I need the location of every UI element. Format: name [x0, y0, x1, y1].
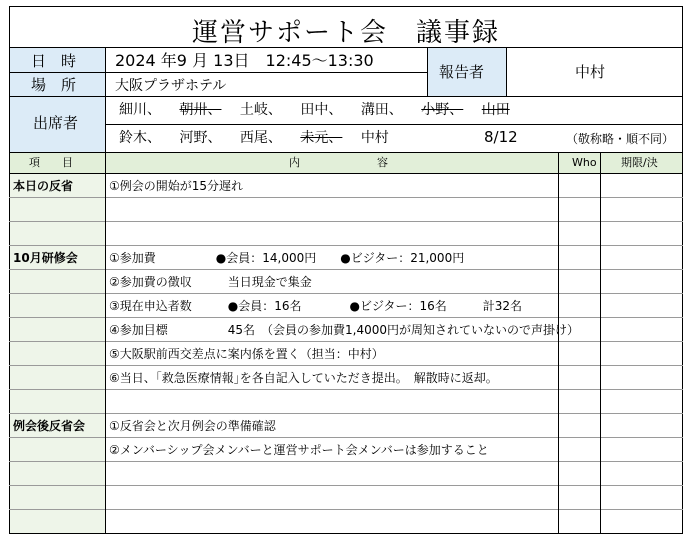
row-divider	[9, 293, 683, 294]
row-divider	[9, 341, 683, 342]
row-content: ②参加費の徴収 当日現金で集金	[109, 275, 312, 289]
attendee-name: 細川、	[119, 102, 161, 118]
item-cell-bg	[10, 486, 105, 509]
honorific-note: （敬称略・順不同）	[566, 132, 675, 146]
date-value: 2024 年9 月 13日 12:45～13:30	[115, 51, 374, 70]
attendance-count: 8/12	[484, 128, 518, 146]
row-divider	[9, 269, 683, 270]
divider	[427, 48, 428, 96]
item-cell-bg	[10, 390, 105, 413]
divider	[558, 153, 559, 534]
item-cell-bg	[10, 270, 105, 293]
row-divider	[9, 389, 683, 390]
attendee-name-absent: 山田	[481, 102, 510, 118]
date-label: 日 時	[31, 52, 77, 70]
document-title: 運営サポート会 議事録	[191, 18, 500, 48]
reporter-value: 中村	[575, 63, 606, 81]
item-cell-bg	[10, 198, 105, 221]
attendee-name: 鈴木、	[119, 130, 161, 146]
attendee-name: 溝田、	[360, 102, 403, 118]
row-item: 10月研修会	[13, 251, 78, 265]
attendee-name-absent: 朝卅、	[179, 102, 222, 118]
row-divider	[9, 509, 683, 510]
row-content: ④参加目標 45名 （会員の参加費1,4000円が周知されていないので声掛け）	[109, 323, 580, 337]
attendee-name: 西尾、	[239, 130, 282, 146]
divider	[9, 72, 427, 73]
item-cell-bg	[10, 294, 105, 317]
place-value: 大阪プラザホテル	[115, 78, 227, 94]
row-divider	[9, 365, 683, 366]
row-item: 本日の反省	[13, 179, 74, 193]
row-divider	[9, 437, 683, 438]
divider	[105, 153, 106, 534]
row-content: ①参加費 ●会員：14,000円 ●ビジター：21,000円	[109, 251, 465, 265]
row-divider	[9, 221, 683, 222]
row-divider	[9, 413, 683, 414]
item-cell-bg	[10, 438, 105, 461]
divider	[9, 47, 683, 48]
divider	[105, 48, 106, 152]
attendees-row-1	[119, 103, 510, 117]
row-divider	[9, 461, 683, 462]
attendee-name-absent: 小野、	[421, 102, 464, 118]
row-divider	[9, 485, 683, 486]
column-header-item: 項 目	[29, 156, 73, 169]
attendee-name: 河野、	[179, 130, 222, 146]
row-content: ②メンバーシップ会メンバーと運営サポート会メンバーは参加すること	[109, 443, 489, 457]
row-divider	[9, 317, 683, 318]
row-content: ①例会の開始が15分遅れ	[109, 179, 244, 193]
column-header-content: 内 容	[289, 156, 388, 169]
row-content: ①反省会と次月例会の準備確認	[109, 419, 276, 433]
attendee-name: 田中、	[300, 102, 343, 118]
column-header-deadline: 期限/決	[621, 156, 658, 169]
item-cell-bg	[10, 342, 105, 365]
item-cell-bg	[10, 462, 105, 485]
attendees-row-2	[119, 131, 389, 145]
row-divider	[9, 197, 683, 198]
attendee-name: 中村	[360, 130, 389, 146]
row-content: ⑥当日、｢救急医療情報｣を各自記入していただき提出。 解散時に返却。	[109, 371, 498, 385]
attendee-name-absent: 未元、	[300, 130, 343, 146]
divider	[9, 96, 683, 97]
attendee-name: 土岐、	[239, 102, 282, 118]
attendees-label: 出席者	[33, 114, 79, 132]
divider	[506, 48, 507, 96]
item-cell-bg	[10, 510, 105, 533]
column-header-who: Who	[572, 156, 597, 169]
place-label: 場 所	[31, 76, 77, 94]
divider	[9, 173, 683, 174]
divider	[105, 124, 683, 125]
row-content: ⑤大阪駅前西交差点に案内係を置く（担当：中村）	[109, 347, 384, 361]
divider	[600, 153, 601, 534]
minutes-sheet	[9, 6, 683, 534]
row-item: 例会後反省会	[13, 419, 86, 433]
row-content: ③現在申込者数 ●会員：16名 ●ビジター：16名 計32名	[109, 299, 523, 313]
row-divider	[9, 245, 683, 246]
item-cell-bg	[10, 318, 105, 341]
reporter-label: 報告者	[439, 63, 485, 81]
item-cell-bg	[10, 366, 105, 389]
item-cell-bg	[10, 222, 105, 245]
